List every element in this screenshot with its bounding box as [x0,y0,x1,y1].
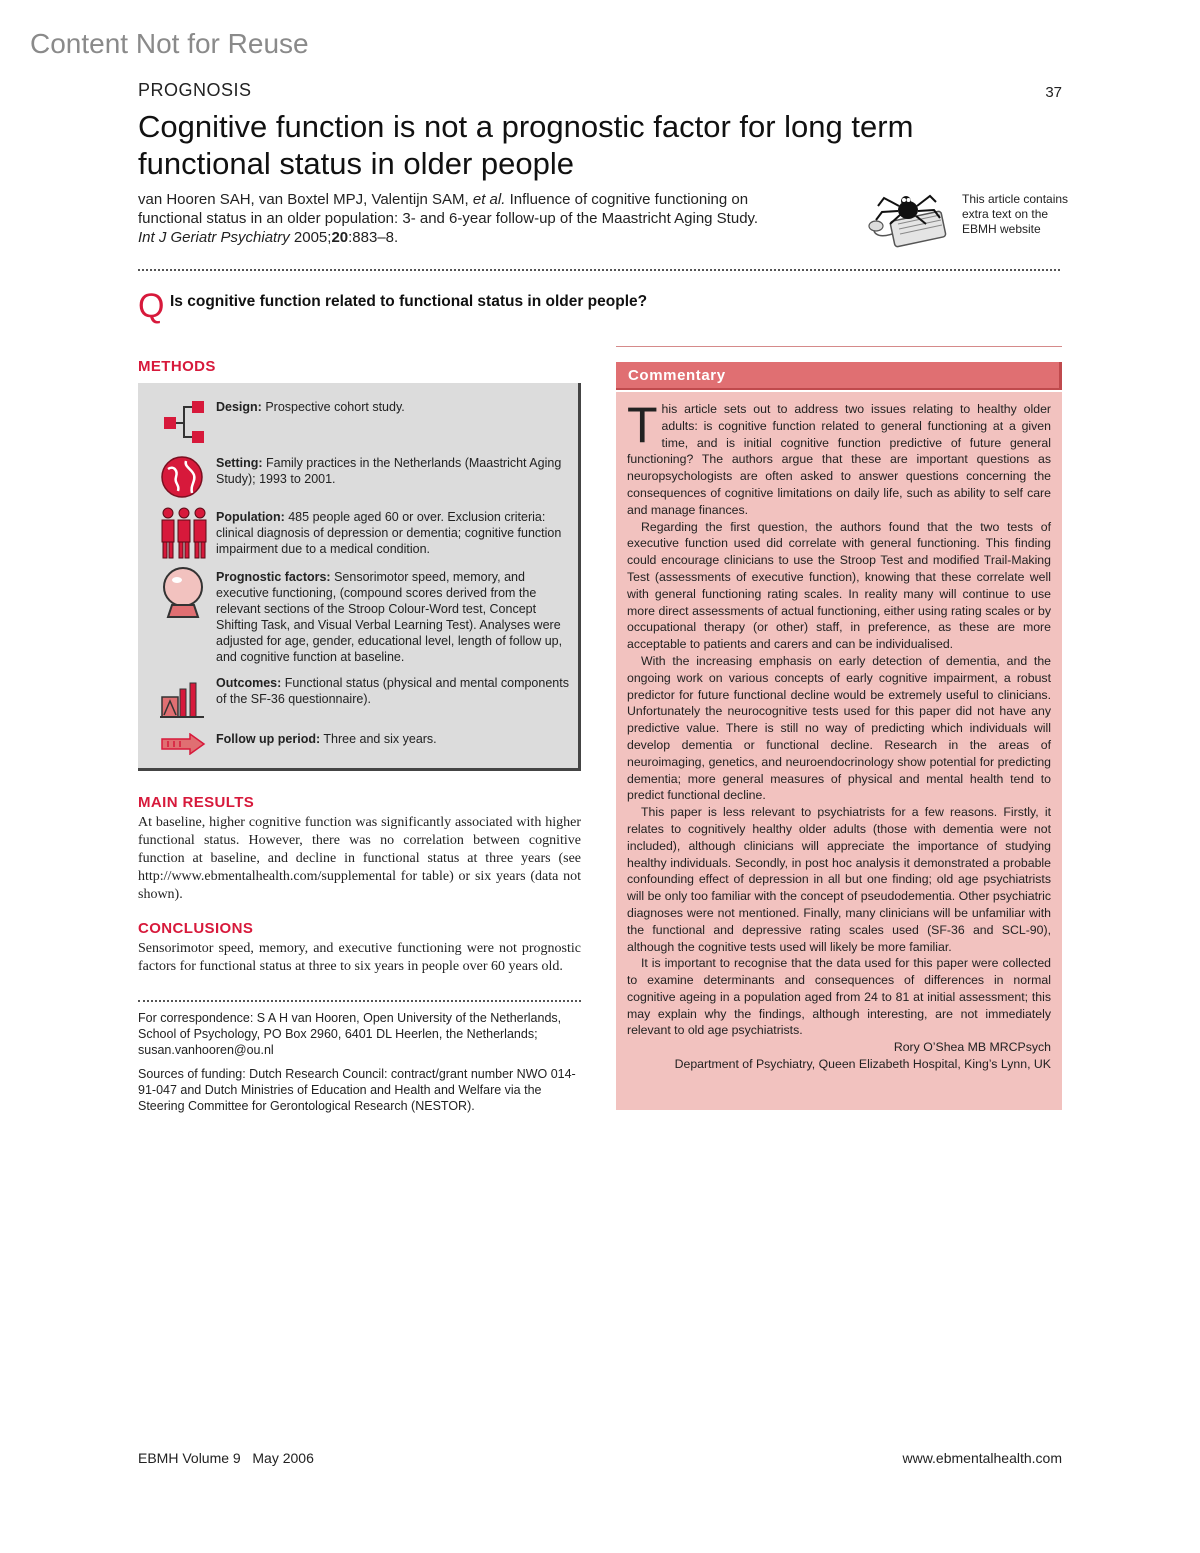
article-title [138,108,998,182]
citation-title-start: Influence of cognitive functioning on [509,191,749,208]
commentary-top-rule [616,346,1062,347]
commentary-paragraph-5: It is important to recognise that the data used for this paper were collected to examine determinants and consequences of differences in normal cognitive ageing in a population aged from 24 to 81 at initial assessment; this may explain why the findings, although interesting, are not immediately relevant to old age psychiatrists. [627,956,1051,1038]
design-row [216,399,570,415]
population-text: 485 people aged 60 or over. Exclusion criteria: clinical diagnosis of depression or dementia; cognitive function impairment due to a medical condition. [216,510,562,556]
design-label: Design: [216,400,262,414]
main-results-text: At baseline, higher cognitive function was significantly associated with higher functional status. However, there was no correlation between cognitive function at baseline, and decline in functional status at three years (see http://www.ebmentalhealth.com/supplemental for table) or six years (data not shown). [138,815,581,902]
prognostic-text: Sensorimotor speed, memory, and executive functioning, (compound scores derived from the relevant sections of the Stroop Colour-Word test, Concept Shifting Task, and Visual Verbal Learning Test). Analyses were adjusted for age, gender, educational level, length of follow up, and cognitive function at baseline. [216,570,563,664]
citation-volume: 20 [331,229,349,246]
drop-cap: T [627,397,658,453]
crystal-ball-icon [160,565,206,623]
setting-row [216,455,570,487]
extra-text-note: This article contains extra text on the EBMH website [962,192,1069,236]
prognostic-label: Prognostic factors: [216,570,331,584]
people-icon [160,505,208,561]
results-divider [138,1000,581,1002]
citation-title-end: functional status in an older population: 3- and 6-year follow-up of the Maastricht Aging Study. [138,210,759,227]
outcomes-label: Outcomes: [216,676,282,690]
main-results-heading: MAIN RESULTS [138,794,255,811]
followup-text: Three and six years. [323,732,437,746]
commentary-body [616,392,1062,1110]
question-marker: Q [138,287,165,325]
title-line-1: Cognitive function is not a prognostic factor for long term [138,109,914,144]
spider-mouse-icon [862,184,952,250]
watermark: Content Not for Reuse [30,28,309,59]
commentary-heading: Commentary [616,362,1062,390]
citation-journal: Int J Geriatr Psychiatry [138,229,290,246]
followup-row [216,731,570,747]
page-number: 37 [1045,84,1062,101]
commentary-paragraph-4: This paper is less relevant to psychiatrists for a few reasons. Firstly, it relates to cognitively healthy older adults (those with dementia were not included), although clinicians will appreciate the importance of studying healthy individuals. Secondly, in post hoc analysis it demonstrated a probable confounding effect of depression in all but one finding; old age psychiatrists will be only too familiar with the concept of pseudodementia. Other psychiatric diagnoses were not mentioned. Finally, many clinicians will be unfamiliar with the functional and depressive rating scales used (SF-36 and SCL-90), although the cognitive tests used will likely be more familiar. [627,805,1051,954]
footer-volume: EBMH Volume 9 May 2006 [138,1450,314,1466]
conclusions-heading: CONCLUSIONS [138,920,254,937]
funding: Sources of funding: Dutch Research Council: contract/grant number NWO 014-91-047 and Dutch Ministries of Education and Health and Welfare via the Steering Committee for Gerontological Research (NESTOR). [138,1067,576,1113]
commentary-affiliation: Department of Psychiatry, Queen Elizabeth Hospital, King’s Lynn, UK [674,1057,1051,1072]
conclusions-text: Sensorimotor speed, memory, and executive functioning were not prognostic factors for functional status at three to six years in people over 60 years old. [138,941,581,974]
outcomes-row [216,675,570,707]
design-flowchart-icon [160,397,208,445]
commentary-paragraph-2: Regarding the first question, the authors found that the two tests of executive function used did correlate with general functioning. This finding could encourage clinicians to use the Stroop Test and modified Trail-Making Test (assessments of executive function), knowing that these correlate well with general functioning rating scales. In reality many will continue to use more direct assessments of actual functioning, either using rating scales or by occupational therapy (or other) staff, in preference, as these are more acceptable to patients and carers and can be individualised. [627,519,1051,652]
header-divider [138,269,1060,271]
methods-box [138,383,581,771]
clinical-question: Is cognitive function related to functional status in older people? [170,293,648,310]
citation-authors: van Hooren SAH, van Boxtel MPJ, Valentijn SAM, [138,191,469,208]
design-text: Prospective cohort study. [265,400,405,414]
commentary-paragraph-3: With the increasing emphasis on early detection of dementia, and the ongoing work on various concepts of early cognitive impairment, a robust predictor for future functional decline would be extremely useful to clinicians. Unfortunately the neurocognitive tests used for this paper did not have any predictive value. There is still no way of predicting which individuals will develop dementia or functional decline. Research in the areas of neuroimaging, genetics, and neuroendocrinology show potential for predicting dementia; more general measures of physical and mental health tend to predict functional decline. [627,653,1051,803]
setting-label: Setting: [216,456,263,470]
citation [138,190,858,247]
section-tag: PROGNOSIS [138,80,252,100]
population-row [216,509,570,557]
population-label: Population: [216,510,285,524]
citation-etal: et al. [472,191,506,208]
outcomes-icon [160,679,206,719]
prognostic-row [216,569,570,665]
setting-text: Family practices in the Netherlands (Maastricht Aging Study); 1993 to 2001. [216,456,562,486]
footer-website: www.ebmentalhealth.com [902,1450,1062,1466]
outcomes-text: Functional status (physical and mental components of the SF-36 questionnaire). [216,676,569,706]
citation-pages: :883–8. [348,229,399,246]
followup-label: Follow up period: [216,732,321,746]
methods-heading: METHODS [138,358,216,375]
commentary-author: Rory O’Shea MB MRCPsych [893,1040,1051,1055]
title-line-2: functional status in older people [138,146,575,181]
correspondence: For correspondence: S A H van Hooren, Open University of the Netherlands, School of Psychology, PO Box 2960, 6401 DL Heerlen, the Netherlands; susan.vanhooren@ou.nl [138,1011,562,1057]
arrow-icon [160,733,206,755]
globe-icon [160,455,204,499]
commentary-paragraph-1: This article sets out to address two issues relating to healthy older adults: is cognitive function related to general functioning at a given time, and is initial cognitive function predictive of future general functioning? The authors argue that these are important questions as neuropsychologists are often asked to answer questions concerning the consequences of cognitive limitations on daily life, such as ability to self care and manage finances. [627,397,1051,517]
citation-year: 2005; [293,229,332,246]
